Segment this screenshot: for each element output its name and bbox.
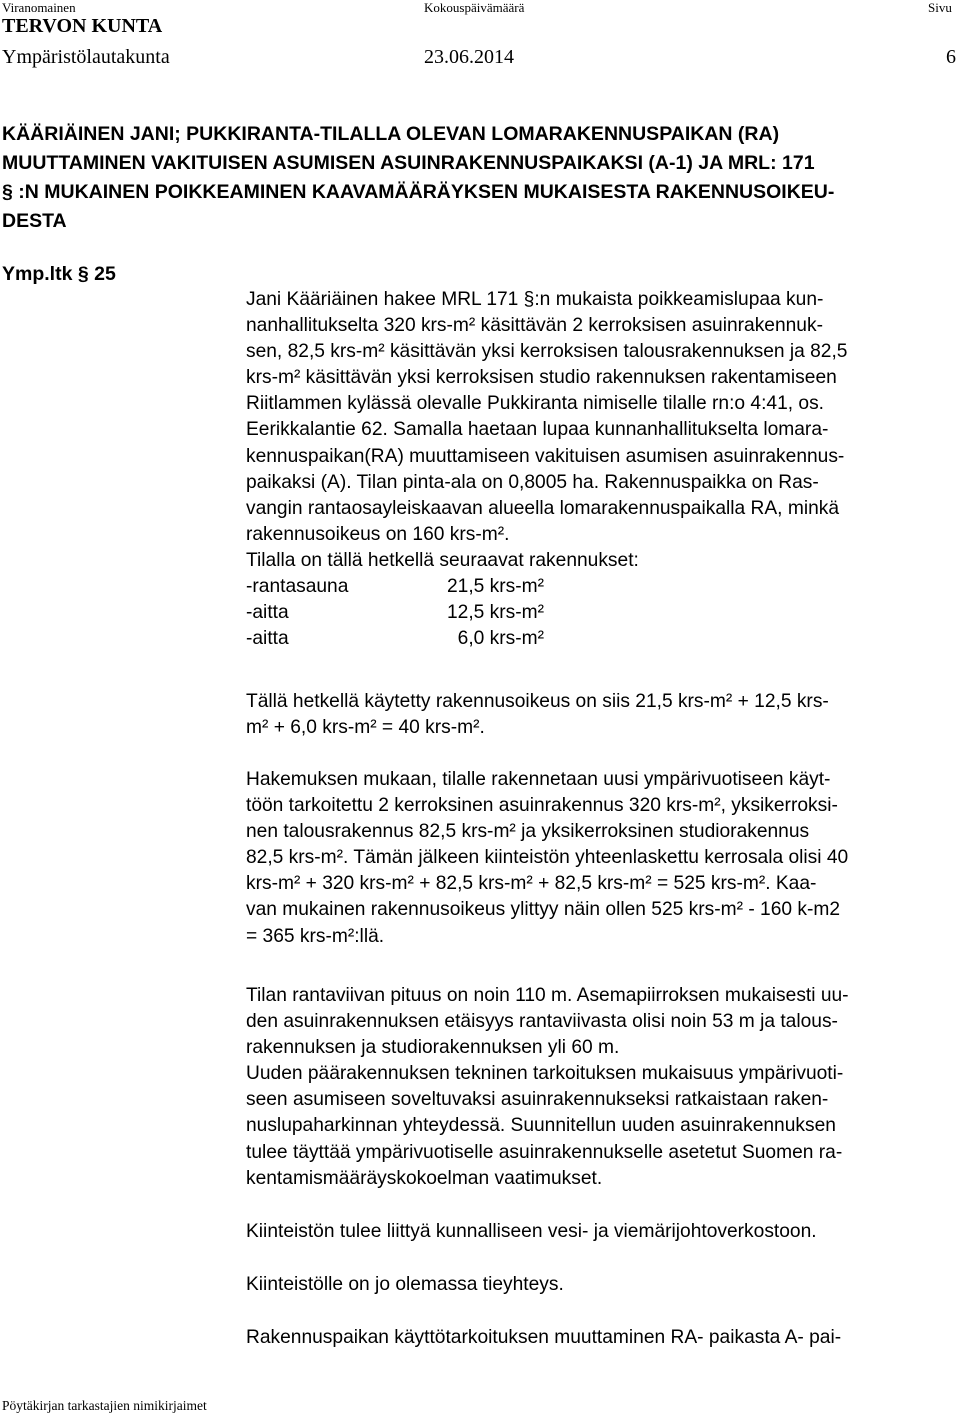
text-line: van mukainen rakennusoikeus ylittyy näin ollen 525 krs-m² - 160 k-m2 [246,899,841,921]
paragraph-shoreline [246,983,960,1192]
page-label: Sivu [928,0,952,15]
text-line: 82,5 krs-m². Tämän jälkeen kiinteistön yhteenlaskettu kerrosala olisi 40 [246,847,849,869]
text-line: Rakennuspaikan käyttötarkoituksen muuttaminen RA- paikasta A- pai- [246,1327,842,1348]
text-line: kennuspaikan(RA) muuttamiseen vakituisen asumisen asuinrakennus- [246,445,845,467]
paragraph-used-rights [246,689,960,741]
organization-name: TERVON KUNTA [2,15,163,37]
building-row [246,600,960,626]
text-line: töön tarkoitettu 2 kerroksinen asuinrakennus 320 krs-m², yksikerroksi- [246,795,838,817]
text-line: kentamismääräyskokoelman vaatimukset. [246,1167,603,1189]
text-line: seen asumiseen soveltuvaksi asuinrakennukseksi ratkaistaan raken- [246,1089,829,1111]
text-line: Uuden päärakennuksen tekninen tarkoituksen mukaisuus ympärivuoti- [246,1063,844,1085]
building-name: -aitta [246,602,289,624]
text-line: nanhallitukselta 320 krs-m² käsittävän 2 kerroksisen asuinrakennuk- [246,315,823,337]
meeting-date-label: Kokouspäivämäärä [424,0,525,15]
text-line: m² + 6,0 krs-m² = 40 krs-m². [246,717,485,739]
building-area: 6,0 krs-m² [457,628,544,650]
title-line: § :N MUKAINEN POIKKEAMINEN KAAVAMÄÄRÄYKSEN MUKAISESTA RAKENNUSOIKEU- [2,181,835,203]
text-line: den asuinrakennuksen etäisyys rantaviivasta olisi noin 53 m ja talous- [246,1011,838,1033]
text-line: vangin rantaosayleiskaavan alueella lomarakennuspaikalla RA, minkä [246,497,840,519]
building-row [246,626,960,652]
text-line: sen, 82,5 krs-m² käsittävän yksi kerroksisen talousrakennuksen ja 82,5 [246,341,848,363]
text-line: Tällä hetkellä käytetty rakennusoikeus on siis 21,5 krs-m² + 12,5 krs- [246,691,829,712]
text-line: = 365 krs-m²:llä. [246,925,385,947]
text-line: rakennusoikeus on 160 krs-m². [246,523,510,545]
text-line: krs-m² käsittävän yksi kerroksisen studio rakennuksen rakentamiseen [246,367,837,389]
text-line: rakennuksen ja studiorakennuksen yli 60 m. [246,1037,620,1059]
building-name: -aitta [246,628,289,650]
text-line: paikaksi (A). Tilan pinta-ala on 0,8005 ha. Rakennuspaikka on Ras- [246,471,819,493]
title-line: MUUTTAMINEN VAKITUISEN ASUMISEN ASUINRAKENNUSPAIKAKSI (A-1) JA MRL: 171 [2,152,815,174]
title-line: DESTA [2,210,67,232]
page-number: 6 [946,46,956,68]
section-identifier: Ymp.ltk § 25 [2,263,116,285]
text-line: Tilalla on tällä hetkellä seuraavat rakennukset: [246,549,639,571]
paragraph-application [246,287,960,652]
text-line: nen talousrakennus 82,5 krs-m² ja yksikerroksinen studiorakennus [246,821,810,843]
building-row [246,574,960,600]
text-line: Hakemuksen mukaan, tilalle rakennetaan uusi ympärivuotiseen käyt- [246,769,831,790]
title-line: KÄÄRIÄINEN JANI; PUKKIRANTA-TILALLA OLEVAN LOMARAKENNUSPAIKAN (RA) [2,123,780,145]
text-line: Kiinteistön tulee liittyä kunnalliseen vesi- ja viemärijohtoverkostoon. [246,1221,817,1242]
text-line: Tilan rantaviivan pituus on noin 110 m. Asemapiirroksen mukaisesti uu- [246,985,849,1006]
paragraph-utilities [246,1219,960,1245]
text-line: Riitlammen kylässä olevalle Pukkiranta nimiselle tilalle rn:o 4:41, os. [246,393,825,415]
text-line: Kiinteistölle on jo olemassa tieyhteys. [246,1274,564,1295]
building-name: -rantasauna [246,576,349,598]
paragraph-plan-summary [246,767,960,950]
text-line: Eerikkalantie 62. Samalla haetaan lupaa kunnanhallitukselta lomara- [246,419,829,441]
document-title [2,120,958,236]
text-line: Jani Kääriäinen hakee MRL 171 §:n mukaista poikkeamislupaa kun- [246,289,824,310]
text-line: nuslupaharkinnan yhteydessä. Suunnitellun uuden asuinrakennuksen [246,1115,836,1137]
paragraph-road-access [246,1272,960,1298]
paragraph-change-of-use [246,1325,960,1351]
text-line: krs-m² + 320 krs-m² + 82,5 krs-m² + 82,5 krs-m² = 525 krs-m². Kaa- [246,873,817,895]
authority-label: Viranomainen [2,0,76,15]
footer-initials-label: Pöytäkirjan tarkastajien nimikirjaimet [2,1398,207,1413]
building-area: 12,5 krs-m² [446,602,544,624]
building-area: 21,5 krs-m² [446,576,544,598]
text-line: tulee täyttää ympärivuotiselle asuinrakennukselle asetetut Suomen ra- [246,1141,843,1163]
meeting-date: 23.06.2014 [424,46,514,68]
authority-name: Ympäristölautakunta [2,46,170,68]
